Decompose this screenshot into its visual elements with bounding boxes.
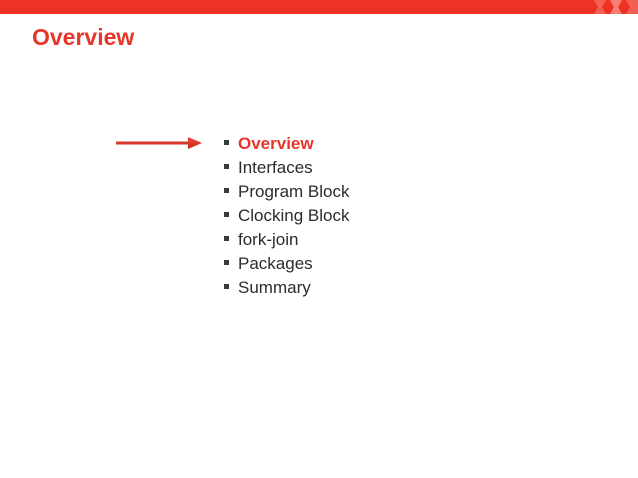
agenda-item-fork-join	[224, 228, 350, 252]
agenda-item-label: Clocking Block	[238, 206, 350, 225]
agenda-item-clocking-block	[224, 204, 350, 228]
agenda-item-label: Summary	[238, 278, 311, 297]
agenda-item-packages	[224, 252, 350, 276]
agenda-item-label: Interfaces	[238, 158, 313, 177]
square-bullet-icon	[224, 164, 229, 169]
logo-mark-icon	[588, 0, 638, 14]
agenda-item-summary	[224, 276, 350, 300]
agenda-item-label: fork-join	[238, 230, 299, 249]
agenda-item-overview	[224, 132, 350, 156]
square-bullet-icon	[224, 212, 229, 217]
square-bullet-icon	[224, 284, 229, 289]
top-bar	[0, 0, 638, 14]
right-arrow-icon	[114, 136, 204, 150]
slide-title: Overview	[32, 24, 135, 50]
square-bullet-icon	[224, 188, 229, 193]
agenda-item-interfaces	[224, 156, 350, 180]
agenda-list	[224, 132, 350, 300]
agenda-item-label: Packages	[238, 254, 313, 273]
square-bullet-icon	[224, 260, 229, 265]
square-bullet-icon	[224, 236, 229, 241]
agenda-item-label: Overview	[238, 134, 314, 153]
agenda-item-program-block	[224, 180, 350, 204]
square-bullet-icon	[224, 140, 229, 145]
agenda-item-label: Program Block	[238, 182, 350, 201]
